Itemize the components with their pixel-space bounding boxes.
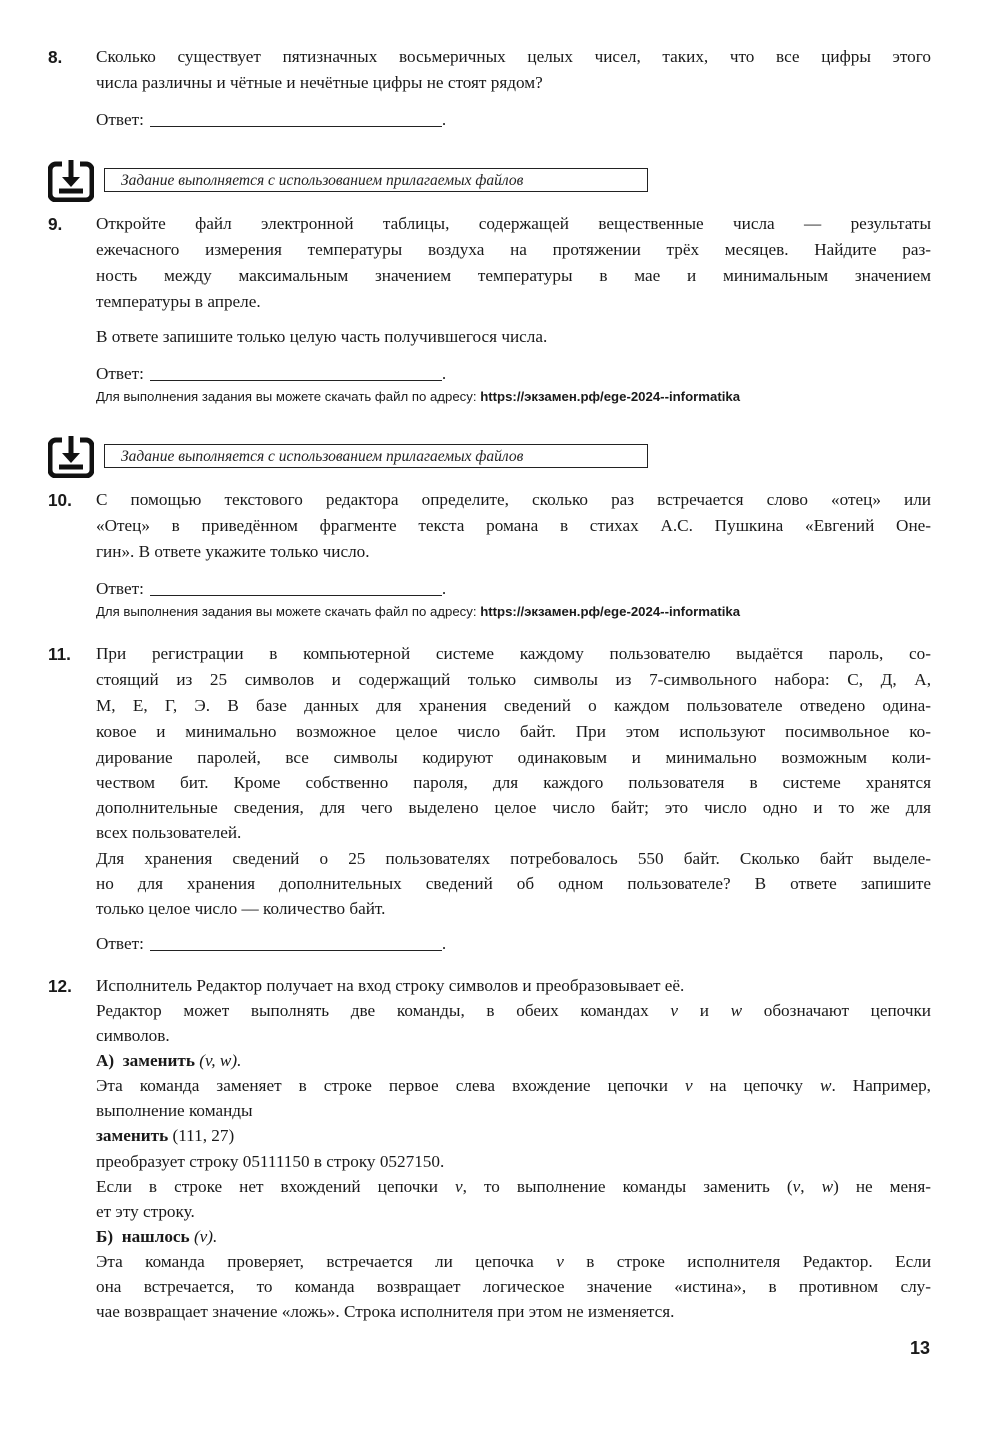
q10-download-note: [96, 602, 740, 622]
answer-end: .: [441, 934, 447, 953]
q11-line-1: При регистрации в компьютерной системе каждому пользователю выдаётся пароль, со-: [96, 644, 931, 663]
question-number-11: 11.: [48, 644, 71, 664]
q11-line-7: дополнительные сведения, для чего выделено целое число байт; это число одно и то же для: [96, 798, 931, 817]
download-link[interactable]: https://экзамен.рф/ege-2024--informatika: [480, 389, 741, 404]
q9-line-3: ность между максимальным значением температуры в мае и минимальным значением: [96, 266, 931, 285]
if-line-mid: , то выполнение команды заменить (: [462, 1177, 793, 1196]
answer-label: Ответ:: [96, 110, 144, 129]
answer-blank-line: [150, 577, 442, 596]
q11-line-4: ковое и минимально возможное целое число байт. При этом используют посимвольное ко-: [96, 722, 931, 741]
q11-line-5: дирование паролей, все символы кодируют одинаковым и минимально возможным коли-: [96, 748, 931, 767]
q11-line-2: стоящий из 25 символов и содержащий только символы из 7-символьного набора: С, Д, А,: [96, 670, 931, 689]
answer-blank-line: [150, 362, 442, 381]
answer-label: Ответ:: [96, 579, 144, 598]
q12-example-result: преобразует строку 05111150 в строку 0527150.: [96, 1152, 445, 1171]
cmd-b-label: Б): [96, 1227, 114, 1246]
q11-line-6: чеством бит. Кроме собственно пароля, для каждого пользователя в системе хранятся: [96, 773, 931, 792]
q9-download-note: [96, 387, 740, 407]
download-icon: [48, 436, 94, 478]
q12-cmd-a: [96, 1048, 241, 1074]
question-number-9: 9.: [48, 214, 63, 234]
q10-line-2: «Отец» в приведённом фрагменте текста романа в стихах А.С. Пушкина «Евгений Оне-: [96, 516, 931, 535]
var-v: v: [670, 1001, 679, 1020]
q10-line-3: гин». В ответе укажите только число.: [96, 542, 370, 561]
download-icon: [48, 160, 94, 202]
q8-answer-field: [96, 108, 446, 132]
q12-if-line: Если в строке нет вхождений цепочки v, то выполнение команды заменить (v, w) не меня-: [96, 1177, 932, 1196]
var-v: v: [455, 1177, 463, 1196]
q12-cmd-a-desc: [96, 1073, 931, 1099]
answer-blank-line: [150, 108, 442, 127]
page-number: 13: [909, 1338, 930, 1358]
var-v: v: [556, 1252, 564, 1271]
var-v: v: [684, 1076, 693, 1095]
cmd-b-desc-text: Эта команда проверяет, встречается ли цепочка: [96, 1252, 534, 1271]
question-number-12: 12.: [48, 976, 72, 996]
answer-end: .: [441, 364, 447, 383]
q11-line-9: Для хранения сведений о 25 пользователях потребовалось 550 байт. Сколько байт выделе-: [96, 849, 931, 868]
q12-cmd-b-line-2: она встречается, то команда возвращает логическое значение «истина», в противном слу-: [96, 1277, 931, 1296]
q11-line-11: только целое число — количество байт.: [96, 899, 386, 918]
cmd-b-name: нашлось: [121, 1227, 190, 1246]
answer-label: Ответ:: [96, 364, 144, 383]
var-v: v: [792, 1177, 801, 1196]
cmd-a-desc-end: . Например,: [831, 1076, 931, 1095]
download-note-prefix: Для выполнения задания вы можете скачать файл по адресу:: [96, 604, 477, 619]
q12-line-2-text: Редактор может выполнять две команды, в обеих командах: [96, 1001, 649, 1020]
q12-if-line-2: ет эту строку.: [96, 1202, 195, 1221]
q8-line-2: числа различны и чётные и нечётные цифры не стоят рядом?: [96, 73, 543, 92]
conj-and: и: [699, 1001, 709, 1020]
q11-line-3: М, Е, Г, Э. В базе данных для хранения сведений о каждом пользователе отведено одина-: [96, 696, 931, 715]
download-link[interactable]: https://экзамен.рф/ege-2024--informatika: [480, 604, 741, 619]
file-banner: Задание выполняется с использованием прилагаемых файлов: [104, 444, 648, 468]
q12-line-2-end: обозначают цепочки: [763, 1001, 932, 1020]
cmd-a-label: А): [96, 1051, 115, 1070]
cmd-b-args: (v).: [193, 1227, 218, 1246]
q12-example-cmd: [96, 1123, 234, 1149]
cmd-a-desc-mid: на цепочку: [709, 1076, 803, 1095]
q12-cmd-b: [96, 1224, 217, 1250]
cmd-a-args: (v, w).: [199, 1051, 242, 1070]
q12-cmd-b-line-3: чае возвращает значение «ложь». Строка исполнителя при этом не изменяется.: [96, 1302, 675, 1321]
q11-line-8: всех пользователей.: [96, 823, 242, 842]
answer-blank-line: [150, 932, 442, 951]
q10-answer-field: [96, 577, 446, 601]
answer-end: .: [441, 110, 447, 129]
q11-line-10: но для хранения дополнительных сведений об одном пользователе? В ответе запишите: [96, 874, 931, 893]
q12-line-2: [96, 998, 931, 1024]
q12-cmd-b-desc: [96, 1249, 931, 1275]
cmd-a-desc-text: Эта команда заменяет в строке первое слева вхождение цепочки: [96, 1076, 668, 1095]
download-note-prefix: Для выполнения задания вы можете скачать файл по адресу:: [96, 389, 477, 404]
q12-line-1: Исполнитель Редактор получает на вход строку символов и преобразовывает её.: [96, 976, 685, 995]
cmd-a-name: заменить: [122, 1051, 195, 1070]
q8-line-1: Сколько существует пятизначных восьмеричных целых чисел, таких, что все цифры этого: [96, 47, 931, 66]
var-w: w: [821, 1177, 834, 1196]
example-cmd-name: заменить: [96, 1126, 169, 1145]
if-line-end: ) не меня-: [833, 1177, 932, 1196]
question-number-10: 10.: [48, 490, 72, 510]
q10-line-1: С помощью текстового редактора определите, сколько раз встречается слово «отец» или: [96, 490, 931, 509]
answer-label: Ответ:: [96, 934, 144, 953]
q9-instruction: В ответе запишите только целую часть получившегося числа.: [96, 327, 548, 346]
q9-line-1: Откройте файл электронной таблицы, содержащей вещественные числа — результаты: [96, 214, 931, 233]
q9-line-4: температуры в апреле.: [96, 292, 261, 311]
var-w: w: [730, 1001, 743, 1020]
q12-line-3: символов.: [96, 1026, 170, 1045]
q9-answer-field: [96, 362, 446, 386]
file-banner: Задание выполняется с использованием прилагаемых файлов: [104, 168, 648, 192]
answer-end: .: [441, 579, 447, 598]
q9-line-2: ежечасного измерения температуры воздуха на протяжении трёх месяцев. Найдите раз-: [96, 240, 931, 259]
question-number-8: 8.: [48, 47, 63, 67]
example-cmd-args: (111, 27): [172, 1126, 235, 1145]
cmd-b-desc-end: в строке исполнителя Редактор. Если: [586, 1252, 932, 1271]
q12-cmd-a-line-2: выполнение команды: [96, 1101, 253, 1120]
var-w: w: [820, 1076, 832, 1095]
if-line-text: Если в строке нет вхождений цепочки: [96, 1177, 438, 1196]
q11-answer-field: [96, 932, 446, 956]
